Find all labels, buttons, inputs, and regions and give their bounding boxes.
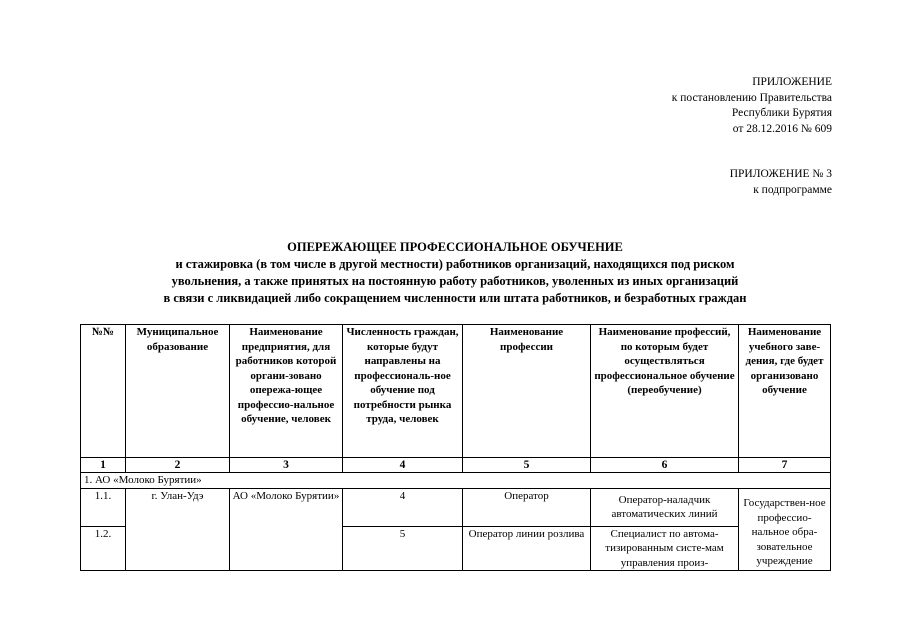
appendix-to-resolution <box>672 75 832 137</box>
header-row <box>81 325 831 458</box>
column-number: 6 <box>591 458 739 473</box>
column-number: 2 <box>126 458 230 473</box>
column-number-row <box>81 458 831 473</box>
header-cell-training: Наименование профессий, по которым будет осуществляться профессиональное обучение (переобучение) <box>591 325 739 458</box>
organization-row <box>81 473 831 489</box>
training-cell: Специалист по автома-тизированным систе-мам управления произ- <box>591 526 739 571</box>
column-number: 5 <box>463 458 591 473</box>
appendix-heading: ПРИЛОЖЕНИЕ № 3 <box>729 168 832 180</box>
training-cell: Оператор-наладчик автоматических линий <box>591 488 739 526</box>
appendix-line: к постановлению Правительства <box>671 91 832 104</box>
appendix-line: к подпрограмме <box>753 183 832 196</box>
header-cell-municipality: Муниципальное образование <box>126 325 230 458</box>
header-cell-enterprise: Наименование предприятия, для работников которой органи-зовано опережа-ющее профессио-нальное обучение, человек <box>230 325 343 458</box>
subtitle-line: увольнения, а также принятых на постоянную работу работников, уволенных из иных организаций <box>171 274 739 288</box>
document-title <box>60 239 850 307</box>
appendix-line: Республики Бурятия <box>731 107 832 119</box>
column-number: 3 <box>230 458 343 473</box>
institution-cell: Государствен-ное профессио-нальное обра-зовательное учреждение <box>739 488 831 571</box>
enterprise-cell: АО «Молоко Бурятии» <box>230 488 343 571</box>
row-number: 1.2. <box>81 526 126 571</box>
municipality-cell: г. Улан-Удэ <box>126 488 230 571</box>
header-cell-profession: Наименование профессии <box>463 325 591 458</box>
appendix-heading: ПРИЛОЖЕНИЕ <box>752 76 832 88</box>
header-cell-count: Численность граждан, которые будут направлены на профессиональ-ное обучение под потребности рынка труда, человек <box>343 325 463 458</box>
profession-cell: Оператор <box>463 488 591 526</box>
row-number: 1.1. <box>81 488 126 526</box>
count-cell: 5 <box>343 526 463 571</box>
organization-label: 1. АО «Молоко Бурятии» <box>81 473 831 489</box>
header-cell-institution: Наименование учебного заве-дения, где будет организовано обучение <box>739 325 831 458</box>
subtitle-line: в связи с ликвидацией либо сокращением численности или штата работников, и безработных граждан <box>163 291 747 305</box>
appendix-to-subprogram <box>730 167 832 198</box>
profession-cell: Оператор линии розлива <box>463 526 591 571</box>
column-number: 7 <box>739 458 831 473</box>
count-cell: 4 <box>343 488 463 526</box>
title-line: ОПЕРЕЖАЮЩЕЕ ПРОФЕССИОНАЛЬНОЕ ОБУЧЕНИЕ <box>287 240 623 254</box>
training-table <box>80 324 831 571</box>
column-number: 4 <box>343 458 463 473</box>
header-cell-number: №№ <box>81 325 126 458</box>
subtitle-line: и стажировка (в том числе в другой местности) работников организаций, находящихся под риском <box>175 257 735 271</box>
appendix-date-number: от 28.12.2016 № 609 <box>732 122 832 135</box>
table-row <box>81 488 831 526</box>
column-number: 1 <box>81 458 126 473</box>
